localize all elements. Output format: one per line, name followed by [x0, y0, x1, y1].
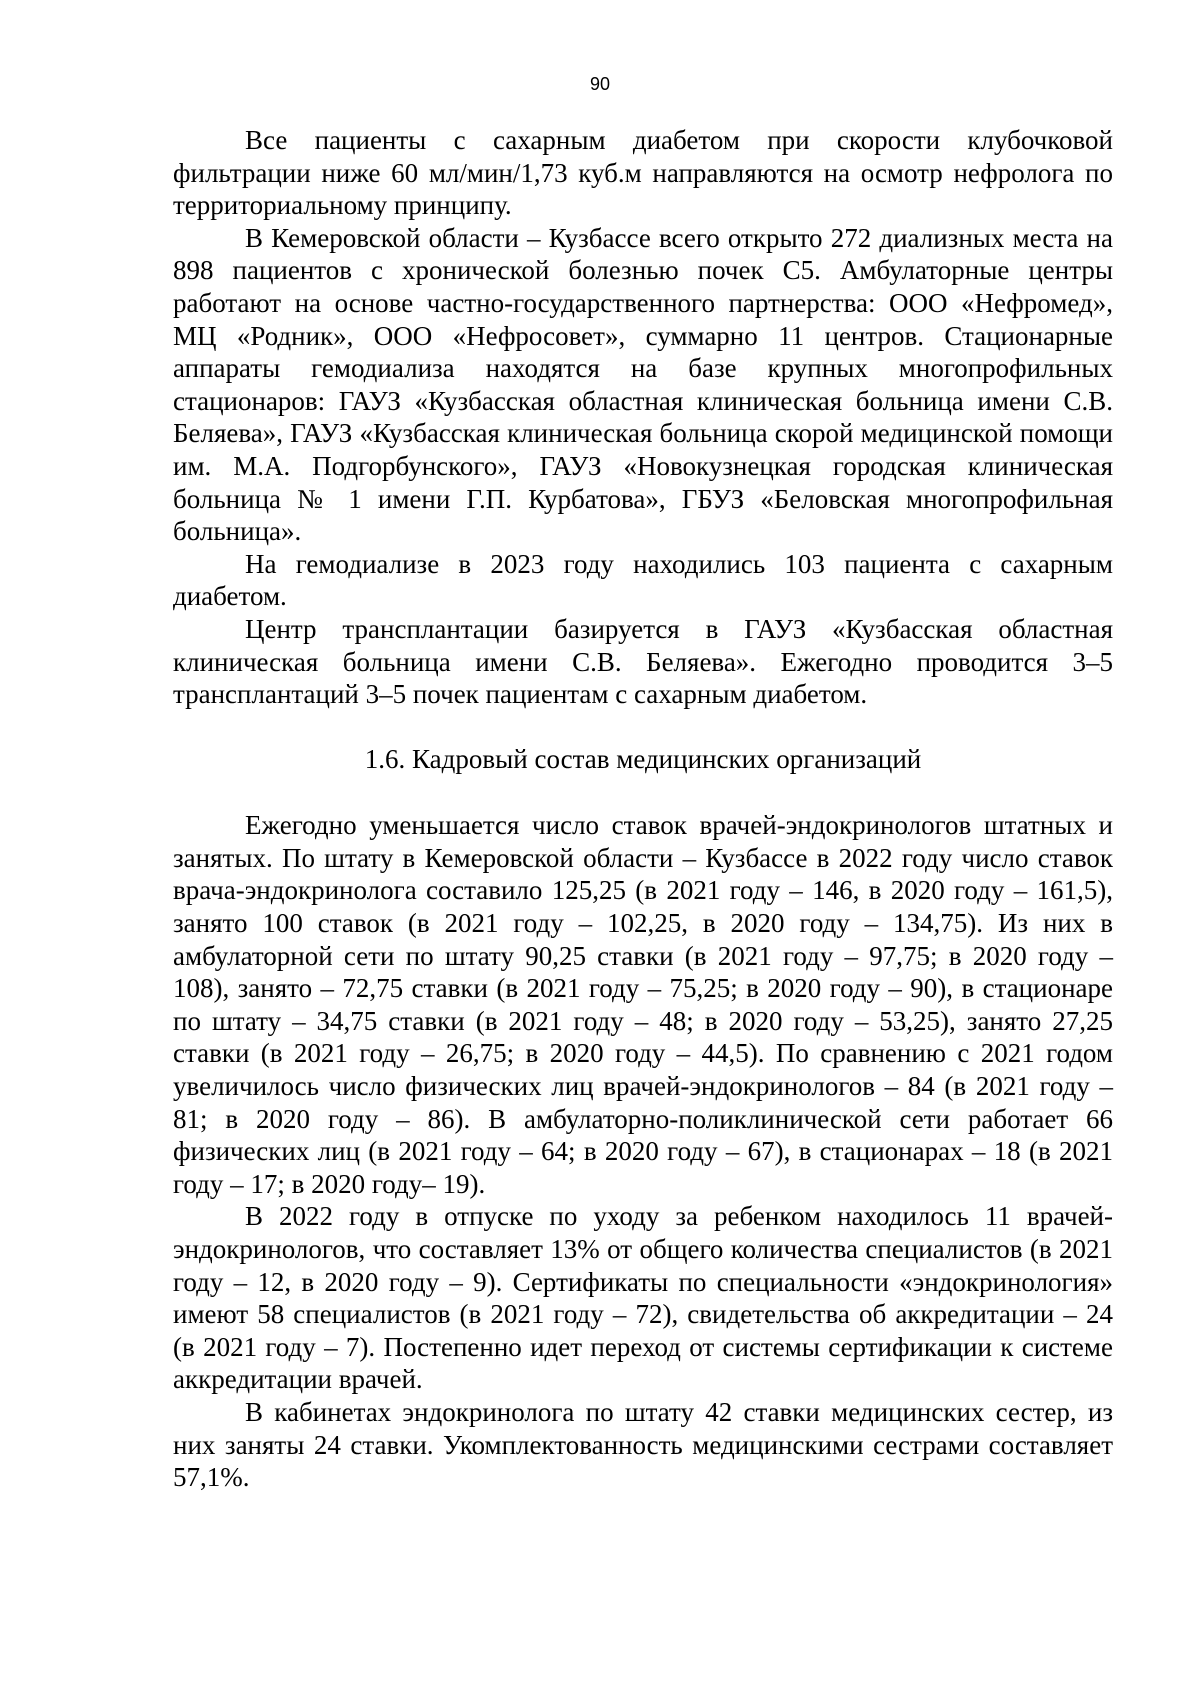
paragraph-nephrologist-referral: Все пациенты с сахарным диабетом при скорости клубочковой фильтрации ниже 60 мл/мин/1,73 куб.м направляются на осмотр нефролога по территориальному принципу.: [173, 125, 1113, 221]
paragraph-nurse-staffing: В кабинетах эндокринолога по штату 42 ставки медицинских сестер, из них заняты 24 ставки. Укомплектованность медицинскими сестрами составляет 57,1%.: [173, 1396, 1113, 1493]
paragraph-transplant-center: Центр трансплантации базируется в ГАУЗ «Кузбасская областная клиническая больница имени С.В. Беляева». Ежегодно проводится 3–5 трансплантаций 3–5 почек пациентам с сахарным диабетом.: [173, 613, 1113, 710]
section-heading: 1.6. Кадровый состав медицинских организаций: [364, 743, 922, 774]
paragraph-hemodialysis-patients: На гемодиализе в 2023 году находились 103 пациента с сахарным диабетом.: [173, 548, 1113, 612]
paragraph-staff-rates: Ежегодно уменьшается число ставок врачей-эндокринологов штатных и занятых. По штату в Кемеровской области – Кузбассе в 2022 году число ставок врача-эндокринолога составило 125,25 (в 2021 году – 146, в 2020 году – 161,5), занято 100 ставок (в 2021 году – 102,25, в 2020 году – 134,75). Из них в амбулаторной сети по штату 90,25 ставки (в 2021 году – 97,75; в 2020 году – 108), занято – 72,75 ставки (в 2021 году – 75,25; в 2020 году – 90), в стационаре по штату – 34,75 ставки (в 2021 году – 48; в 2020 году – 53,25), занято 27,25 ставки (в 2021 году – 26,75; в 2020 году – 44,5). По сравнению с 2021 годом увеличилось число физических лиц врачей-эндокринологов – 84 (в 2021 году – 81; в 2020 году – 86). В амбулаторно-поликлинической сети работает 66 физических лиц (в 2021 году – 64; в 2020 году – 67), в стационарах – 18 (в 2021 году – 17; в 2020 году– 19).: [173, 810, 1113, 1199]
page-number: 90: [589, 74, 611, 94]
paragraph-parental-leave-certification: В 2022 году в отпуске по уходу за ребенком находилось 11 врачей-эндокринологов, что составляет 13% от общего количества специалистов (в 2021 году – 12, в 2020 году – 9). Сертификаты по специальности «эндокринология» имеют 58 специалистов (в 2021 году – 72), свидетельства об аккредитации – 24 (в 2021 году – 7). Постепенно идет переход от системы сертификации к системе аккредитации врачей.: [173, 1201, 1113, 1395]
paragraph-dialysis-centers: В Кемеровской области – Кузбассе всего открыто 272 диализных места на 898 пациентов с хронической болезнью почек С5. Амбулаторные центры работают на основе частно-государственного партнерства: ООО «Нефромед», МЦ «Родник», ООО «Нефросовет», суммарно 11 центров. Стационарные аппараты гемодиализа находятся на базе крупных многопрофильных стационаров: ГАУЗ «Кузбасская областная клиническая больница имени С.В. Беляева», ГАУЗ «Кузбасская клиническая больница скорой медицинской помощи им. М.А. Подгорбунского», ГАУЗ «Новокузнецкая городская клиническая больница № 1 имени Г.П. Курбатова», ГБУЗ «Беловская многопрофильная больница».: [173, 222, 1113, 547]
document-body: [173, 124, 1113, 1494]
